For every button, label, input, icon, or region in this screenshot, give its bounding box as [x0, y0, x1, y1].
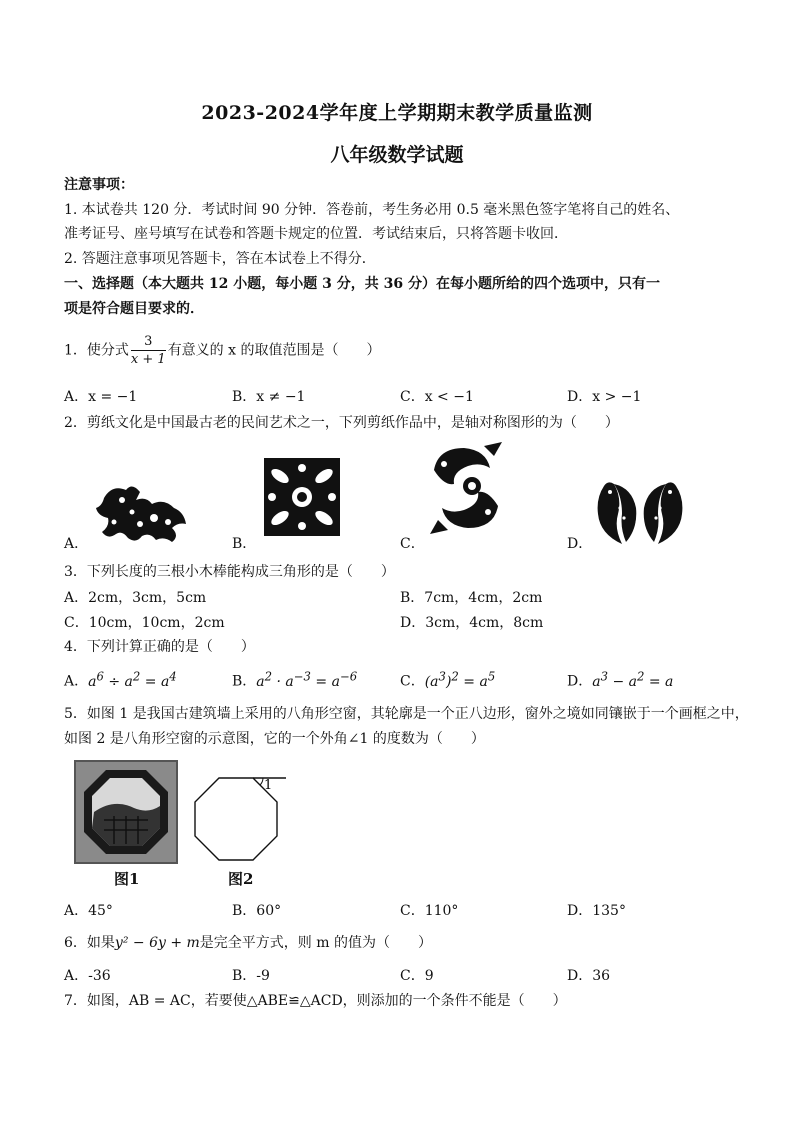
q3-option-d: D．3cm，4cm，8cm — [400, 615, 544, 631]
q1-option-b: B．x ≠ −1 — [232, 389, 306, 405]
q1-stem — [64, 333, 380, 368]
q4-option-c: C．$(a^3)^2 = a^5$ — [400, 669, 496, 690]
paper-cut-fish-square-image — [258, 452, 346, 542]
q4-label-a: A． — [64, 673, 89, 690]
notes-item1-line1: 1. 本试卷共 120 分．考试时间 90 分钟．答卷前，考生务必用 0.5 毫米黑色签字笔将自己的姓名、 — [64, 202, 680, 218]
q1-option-a: A．x = −1 — [64, 389, 138, 405]
q1-fraction — [131, 333, 166, 368]
q5-option-a: A．45° — [64, 903, 113, 919]
q2-label-b: B． — [232, 536, 257, 552]
q6-option-d: D．36 — [567, 968, 611, 984]
q3-option-c: C．10cm，10cm，2cm — [64, 615, 225, 631]
angle-1-label: 1 — [264, 778, 273, 793]
q5-stem-line1: 5．如图 1 是我国古建筑墙上采用的八角形空窗，其轮廓是一个正八边形，窗外之境如同镶嵌于一个画框之中， — [64, 706, 749, 722]
q4-option-a: A．$a^6 \div a^2 = a^4$ — [64, 669, 177, 690]
section1-line2: 项是符合题目要求的． — [64, 301, 204, 317]
q5-option-d: D．135° — [567, 903, 626, 919]
q2-stem: 2．剪纸文化是中国最古老的民间艺术之一，下列剪纸作品中，是轴对称图形的为（ ） — [64, 415, 619, 431]
q2-label-d: D． — [567, 536, 593, 552]
paper-cut-twin-carp-image — [592, 478, 688, 546]
q2-label-a: A． — [64, 536, 89, 552]
q6-suffix: 是完全平方式，则 m 的值为（ ） — [199, 935, 432, 951]
q6-expression: y² − 6y + m — [114, 935, 200, 951]
q7-stem: 7．如图，AB = AC，若要使△ABE≌△ACD，则添加的一个条件不能是（ ） — [64, 993, 567, 1009]
figure-2-caption: 图2 — [228, 870, 254, 888]
q5-option-b: B．60° — [232, 903, 282, 919]
q4-option-b: B．$a^2 \cdot a^{-3} = a^{-6}$ — [232, 669, 358, 690]
q1-suffix: 有意义的 x 的取值范围是（ ） — [167, 342, 381, 359]
q3-stem: 3．下列长度的三根小木棒能构成三角形的是（ ） — [64, 564, 395, 580]
q1-prefix: 1．使分式 — [64, 342, 129, 359]
q1-denominator: x + 1 — [130, 352, 166, 367]
q6-option-a: A．-36 — [64, 968, 111, 984]
q6-option-b: B．-9 — [232, 968, 270, 984]
notes-item1-line2: 准考证号、座号填写在试卷和答题卡规定的位置．考试结束后，只将答题卡收回． — [64, 226, 568, 242]
section1-line1: 一、选择题（本大题共 12 小题，每小题 3 分，共 36 分）在每小题所给的四个选项中，只有一 — [64, 276, 660, 292]
octagon-diagram — [190, 772, 290, 866]
q1-numerator: 3 — [131, 333, 166, 351]
q1-option-c: C．x < −1 — [400, 389, 474, 405]
q3-option-a: A．2cm，3cm，5cm — [64, 590, 207, 606]
q6-option-c: C．9 — [400, 968, 434, 984]
figure-1-caption: 图1 — [114, 870, 140, 888]
q4-option-d: D．$a^3 - a^2 = a$ — [567, 669, 674, 690]
paper-cut-fish-swirl-image — [424, 440, 508, 536]
notes-item2: 2. 答题注意事项见答题卡，答在本试卷上不得分． — [64, 251, 376, 267]
q1-option-d: D．x > −1 — [567, 389, 642, 405]
q4-label-b: B． — [232, 673, 257, 690]
paper-cut-dragon-image — [92, 478, 192, 548]
q6-stem — [64, 932, 432, 952]
octagon-window-photo — [74, 760, 178, 864]
q4-stem: 4．下列计算正确的是（ ） — [64, 639, 255, 655]
exam-title: 2023-2024学年度上学期期末教学质量监测 — [201, 102, 593, 124]
exam-subtitle: 八年级数学试题 — [330, 144, 464, 166]
q5-option-c: C．110° — [400, 903, 459, 919]
q2-label-c: C． — [400, 536, 425, 552]
q4-label-c: C． — [400, 673, 425, 690]
notes-heading: 注意事项： — [64, 177, 134, 193]
q5-stem-line2: 如图 2 是八角形空窗的示意图，它的一个外角∠1 的度数为（ ） — [64, 731, 485, 747]
q6-prefix: 6．如果 — [64, 935, 115, 951]
q3-option-b: B．7cm，4cm，2cm — [400, 590, 543, 606]
q4-label-d: D． — [567, 673, 593, 690]
